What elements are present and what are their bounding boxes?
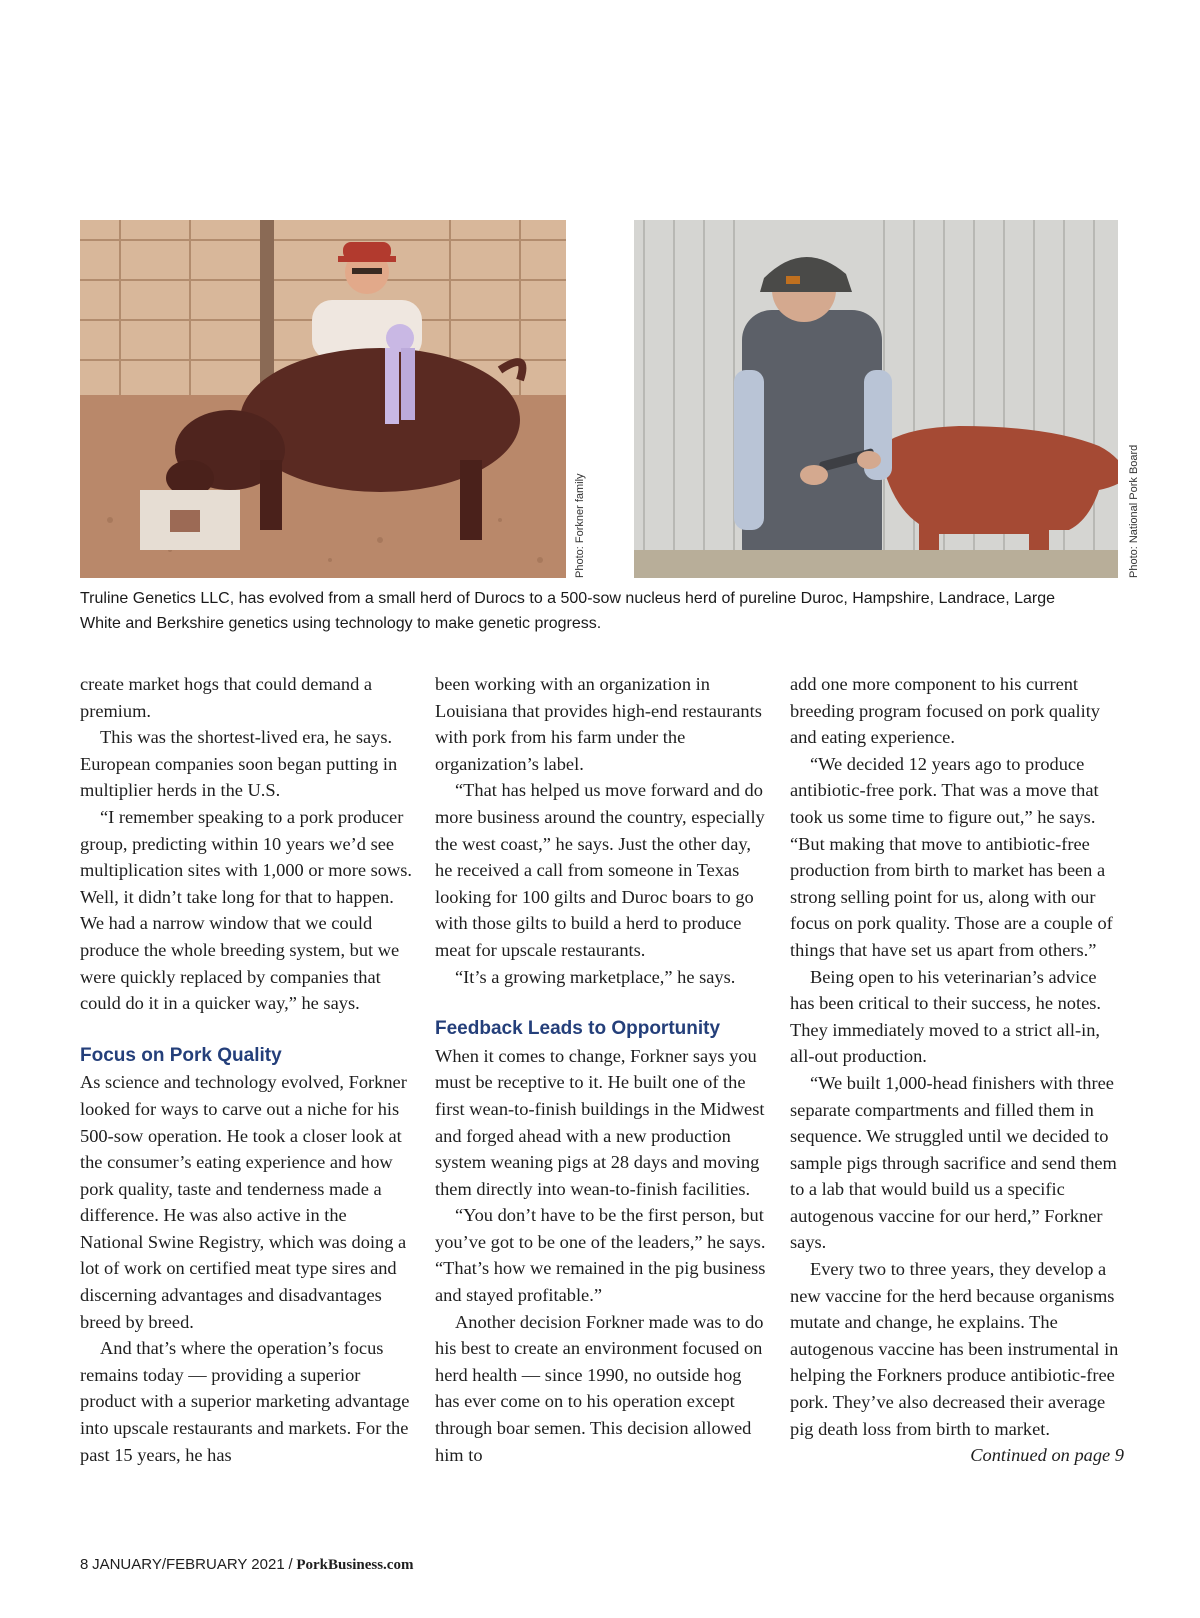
paragraph: Being open to his veterinarian’s advice has been critical to their success, he notes. They immediately moved to a strict all-in, all-out production. — [790, 966, 1101, 1067]
footer-separator: / — [288, 1556, 293, 1573]
article-column-2 — [435, 671, 769, 1468]
paragraph: As science and technology evolved, Forkner looked for ways to carve out a niche for his 500-sow operation. He took a closer look at the consumer’s eating experience and how pork quality, taste and tenderness made a difference. He was also active in the National Swine Registry, which was doing a lot of work on certified meat type sires and discerning advantages and disadvantages breed by breed. — [80, 1072, 407, 1332]
paragraph: “I remember speaking to a pork producer group, predicting within 10 years we’d see multiplication sites with 1,000 or more sows. Well, it didn’t take long for that to happen. We had a narrow window that we could produce the whole breeding system, but we were quickly replaced by companies that could do it in a quicker way,” he says. — [80, 806, 413, 1014]
photo-farmer-tablet — [634, 220, 1118, 578]
paragraph: “We decided 12 years ago to produce antibiotic-free pork. That was a move that took us some time to figure out,” he says. “But making that move to antibiotic-free production from birth to market has been a strong selling point for us, along with our focus on pork quality. Those are a couple of things that have set us apart from others.” — [790, 753, 1113, 960]
paragraph: “It’s a growing marketplace,” he says. — [455, 966, 736, 987]
website-link[interactable]: PorkBusiness.com — [296, 1557, 414, 1573]
paragraph: This was the shortest-lived era, he says. European companies soon began putting in multiplier herds in the U.S. — [80, 727, 398, 801]
continued-note[interactable]: Continued on page 9 — [970, 1445, 1124, 1466]
paragraph: Every two to three years, they develop a new vaccine for the herd because organisms mutate and change, he explains. The autogenous vaccine has been instrumental in helping the Forkners produce antibiotic-free pork. They’ve also decreased their average pig death loss from birth to market. — [790, 1259, 1119, 1439]
issue-date: JANUARY/FEBRUARY 2021 — [92, 1556, 285, 1573]
paragraph: “We built 1,000-head finishers with three separate compartments and filled them in sequence. We struggled until we decided to sample pigs through sacrifice and send them to a lab that would build us a specific autogenous vaccine for our herd,” Forkner says. — [790, 1072, 1117, 1253]
paragraph: been working with an organization in Louisiana that provides high-end restaurants with pork from his farm under the organization’s label. — [435, 674, 762, 774]
photo-caption: Truline Genetics LLC, has evolved from a small herd of Durocs to a 500-sow nucleus herd of pureline Duroc, Hampshire, Landrace, Large White and Berkshire genetics using technology to make genetic progress. — [80, 590, 1056, 632]
page-number: 8 — [80, 1556, 89, 1573]
paragraph: When it comes to change, Forkner says you must be receptive to it. He built one of the first wean-to-finish buildings in the Midwest and forged ahead with a new production system weaning pigs at 28 days and moving them directly into wean-to-finish facilities. — [435, 1045, 765, 1199]
article-column-1 — [80, 671, 414, 1468]
paragraph: And that’s where the operation’s focus remains today — providing a superior product with a superior marketing advantage into upscale restaurants and markets. For the past 15 years, he has — [80, 1338, 410, 1465]
photo-forkner-duroc — [80, 220, 566, 578]
paragraph: add one more component to his current breeding program focused on pork quality and eating experience. — [790, 674, 1101, 748]
paragraph: “You don’t have to be the first person, but you’ve got to be one of the leaders,” he says. “That’s how we remained in the pig business and stayed profitable.” — [435, 1205, 766, 1306]
paragraph: “That has helped us move forward and do more business around the country, especially the west coast,” he says. Just the other day, he received a call from someone in Texas looking for 100 gilts and Duroc boars to go with those gilts to build a herd to produce meat for upscale restaurants. — [435, 780, 765, 960]
photo-credit-right: Photo: National Pork Board — [1128, 444, 1140, 578]
article-column-3 — [790, 671, 1124, 1469]
paragraph: create market hogs that could demand a premium. — [80, 674, 373, 721]
photo-credit-left: Photo: Forkner family — [574, 473, 586, 578]
section-heading-pork-quality: Focus on Pork Quality — [80, 1044, 282, 1066]
section-heading-feedback: Feedback Leads to Opportunity — [435, 1018, 721, 1040]
paragraph: Another decision Forkner made was to do his best to create an environment focused on herd health — since 1990, no outside hog has ever come on to his operation except through boar semen. This decision allowed him to — [435, 1311, 764, 1465]
page-footer — [80, 1556, 413, 1574]
